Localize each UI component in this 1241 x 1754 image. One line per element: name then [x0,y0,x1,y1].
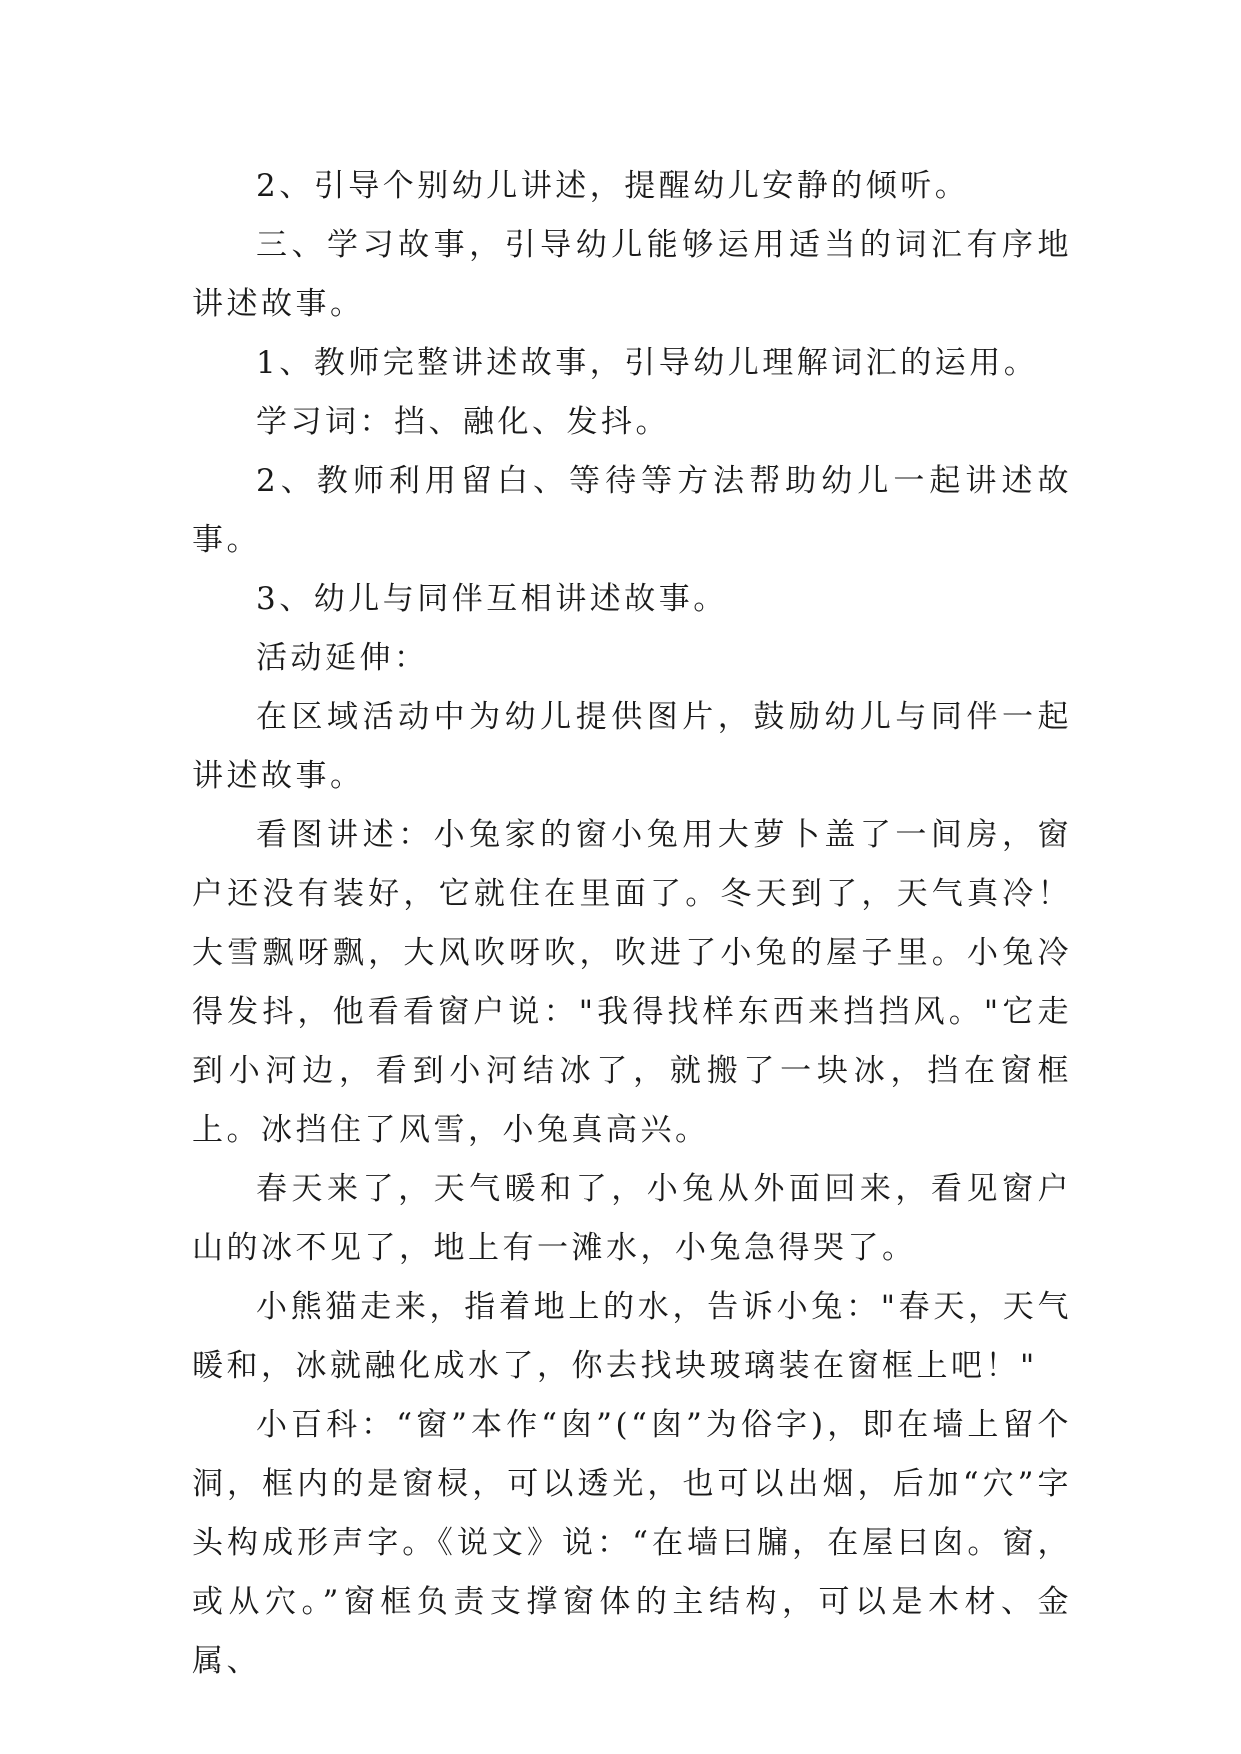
paragraph-12: 小百科：“窗”本作“囱”(“囱”为俗字)，即在墙上留个洞，框内的是窗棂，可以透光，也可以出烟，后加“穴”字头构成形声字。《说文》说：“在墙曰牖，在屋曰囱。窗，或从穴。”窗框负责支撑窗体的主结构，可以是木材、金属、 [192,1407,1072,1679]
paragraph-10: 春天来了，天气暖和了，小兔从外面回来，看见窗户山的冰不见了，地上有一滩水，小兔急得哭了。 [192,1171,1072,1266]
paragraph-1: 2、引导个别幼儿讲述，提醒幼儿安静的倾听。 [256,168,970,204]
paragraph-5: 2、教师利用留白、等待等方法帮助幼儿一起讲述故事。 [192,463,1072,558]
paragraph-9: 看图讲述：小兔家的窗小兔用大萝卜盖了一间房，窗户还没有装好，它就住在里面了。冬天到了，天气真冷！大雪飘呀飘，大风吹呀吹，吹进了小兔的屋子里。小兔冷得发抖，他看看窗户说："我得找样东西来挡挡风。"它走到小河边，看到小河结冰了，就搬了一块冰，挡在窗框上。冰挡住了风雪，小兔真高兴。 [192,817,1072,1148]
paragraph-7: 活动延伸： [256,640,429,676]
paragraph-2: 三、学习故事，引导幼儿能够运用适当的词汇有序地讲述故事。 [192,227,1072,322]
paragraph-8: 在区域活动中为幼儿提供图片，鼓励幼儿与同伴一起讲述故事。 [192,699,1072,794]
document-body [192,157,1072,1691]
paragraph-11: 小熊猫走来，指着地上的水，告诉小兔："春天，天气暖和，冰就融化成水了，你去找块玻璃装在窗框上吧！" [192,1289,1072,1384]
paragraph-3: 1、教师完整讲述故事，引导幼儿理解词汇的运用。 [256,345,1039,381]
paragraph-6: 3、幼儿与同伴互相讲述故事。 [256,581,728,617]
paragraph-4: 学习词：挡、融化、发抖。 [256,404,670,440]
